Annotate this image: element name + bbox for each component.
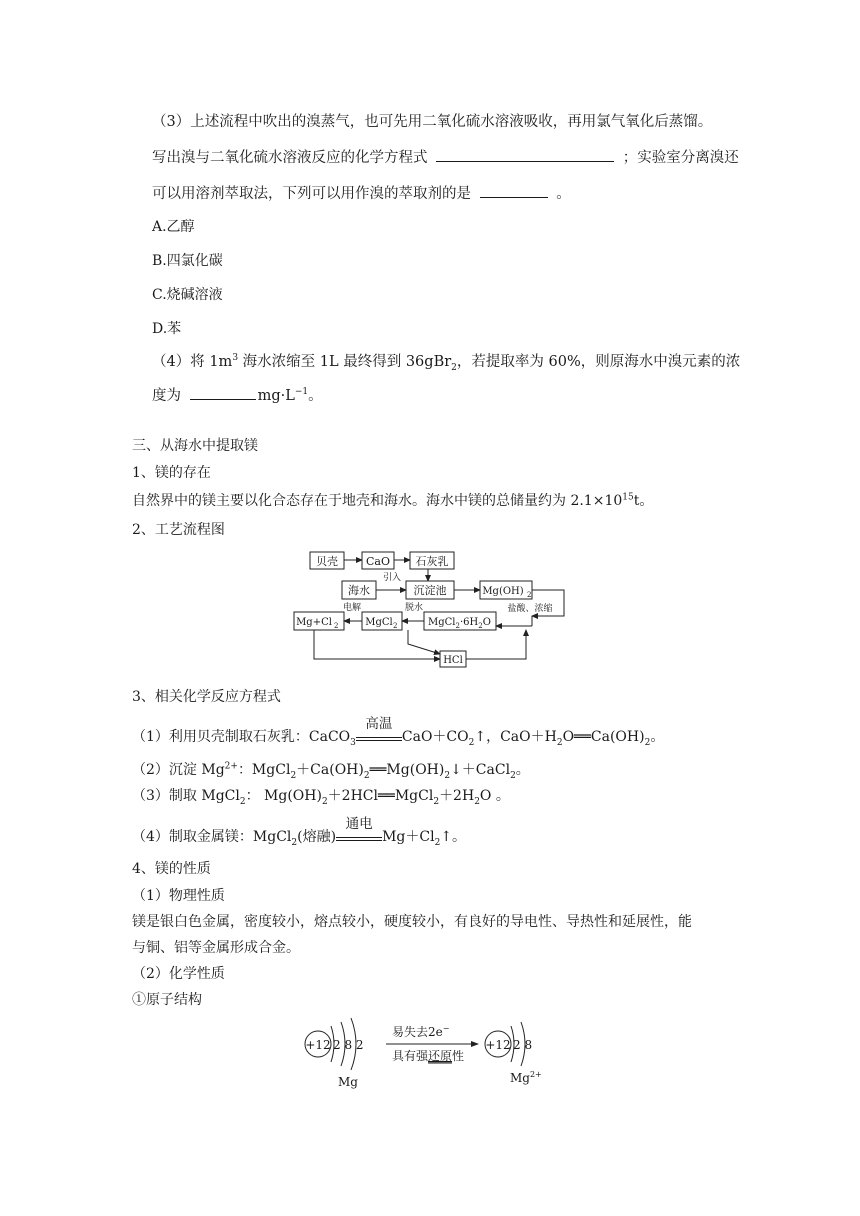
r3-sub2: 2 bbox=[321, 796, 328, 807]
reaction-4 bbox=[132, 816, 467, 848]
option-d: D.苯 bbox=[152, 321, 182, 337]
r2-text-c: ＋Ca(OH) bbox=[296, 762, 364, 778]
r2-text-b: ：MgCl bbox=[237, 762, 291, 778]
answer-blank-equation[interactable] bbox=[436, 147, 614, 162]
q3-line2-tail: ；实验室分离溴还 bbox=[622, 150, 739, 166]
r2-text-d: ══Mg(OH) bbox=[369, 762, 445, 778]
q3-line2 bbox=[152, 146, 739, 167]
magnesium-existence-text bbox=[132, 490, 653, 510]
label-cao: CaO bbox=[366, 555, 390, 568]
r1-text-c: ↑，CaO＋H bbox=[474, 729, 557, 745]
q3-line1: （3）上述流程中吹出的溴蒸气，也可先用二氧化硫水溶液吸收，再用氯气氧化后蒸馏。 bbox=[152, 114, 713, 130]
r4-cond-label: 通电 bbox=[345, 816, 373, 832]
q3-line3-text: 可以用溶剂萃取法，下列可以用作溴的萃取剂的是 bbox=[152, 186, 471, 202]
r4-sub2: 2 bbox=[434, 837, 441, 848]
line-hcl-to-step bbox=[466, 630, 526, 659]
label-mg-cl2-sub: 2 bbox=[334, 622, 339, 630]
chemical-properties-heading: （2）化学性质 bbox=[132, 966, 225, 982]
r3-text-c: ＋2HCl══MgCl bbox=[327, 788, 434, 804]
subheading-4: 4、镁的性质 bbox=[132, 861, 211, 877]
answer-blank-extractant[interactable] bbox=[480, 183, 548, 198]
r4-text-c: Mg＋Cl bbox=[382, 829, 435, 845]
r3-text-a: （3）制取 MgCl bbox=[132, 788, 240, 804]
existence-text-b: t。 bbox=[633, 493, 654, 509]
label-tuoshui: 脱水 bbox=[404, 603, 424, 613]
physical-properties-heading: （1）物理性质 bbox=[132, 888, 225, 904]
r1-sub4: 2 bbox=[644, 737, 651, 748]
reaction-2 bbox=[132, 759, 530, 779]
label-mgoh2-sub: 2 bbox=[527, 591, 532, 599]
label-mgcl2-sub: 2 bbox=[393, 622, 398, 630]
label-chendianchi: 沉淀池 bbox=[413, 584, 447, 597]
reaction-1 bbox=[132, 716, 665, 748]
r4-text-d: ↑。 bbox=[440, 829, 467, 845]
mg2-nucleus-label: +12 bbox=[485, 1038, 511, 1052]
r2-sub1: 2 bbox=[290, 770, 297, 781]
r2-sup: 2+ bbox=[224, 761, 238, 772]
r4-sub1: 2 bbox=[291, 837, 298, 848]
q4-l2-tail: 。 bbox=[308, 388, 323, 404]
q3-line3-tail: 。 bbox=[556, 186, 571, 202]
subheading-1: 1、镁的存在 bbox=[132, 465, 211, 481]
r4-text-a: （4）制取金属镁：MgCl bbox=[132, 829, 292, 845]
q3-line2-text: 写出溴与二氧化硫水溶液反应的化学方程式 bbox=[152, 150, 428, 166]
label-haishui: 海水 bbox=[348, 584, 370, 597]
r1-text-a: （1）利用贝壳制取石灰乳：CaCO bbox=[132, 729, 351, 745]
r3-sub1: 2 bbox=[239, 796, 246, 807]
r1-text-d: O══Ca(OH) bbox=[562, 729, 645, 745]
atomic-structure-heading: ①原子结构 bbox=[132, 992, 202, 1008]
r1-cond-label: 高温 bbox=[365, 716, 393, 732]
q4-unit: mg·L bbox=[257, 388, 295, 404]
label-shihuiru: 石灰乳 bbox=[415, 555, 449, 568]
line-dehydration-hcl bbox=[408, 630, 440, 654]
r1-sub1: 3 bbox=[350, 737, 356, 748]
mg2-label: $Mg^{2+}$ bbox=[510, 1070, 542, 1085]
line-cl2-to-hcl bbox=[314, 630, 440, 659]
label-mg-cl2: Mg+Cl bbox=[296, 617, 332, 628]
r1-condition bbox=[356, 716, 402, 741]
process-flow-diagram bbox=[290, 548, 580, 672]
r4-text-b: (熔融) bbox=[297, 829, 337, 845]
q4-sup: 3 bbox=[232, 353, 239, 364]
label-mgcl2-hydrate: $MgCl_2\cdot 6H_2O$ bbox=[428, 617, 491, 630]
q4-l2-text: 度为 bbox=[152, 388, 181, 404]
subheading-2: 2、工艺流程图 bbox=[132, 522, 225, 538]
label-mgoh2: Mg(OH) bbox=[482, 586, 524, 597]
q4-line1 bbox=[152, 350, 740, 371]
existence-sup: 15 bbox=[622, 492, 634, 503]
option-b: B.四氯化碳 bbox=[152, 253, 223, 269]
option-a: A.乙醇 bbox=[152, 219, 195, 235]
r3-text-b: ： Mg(OH) bbox=[245, 788, 322, 804]
physical-properties-line1: 镁是银白色金属，密度较小，熔点较小，硬度较小，有良好的导电性、导热性和延展性，能 bbox=[132, 914, 692, 930]
arrow-label-top: 易失去2e− bbox=[392, 1024, 450, 1039]
r1-text-b: CaO＋CO bbox=[401, 729, 469, 745]
r3-text-d: ＋2H bbox=[439, 788, 475, 804]
r2-text-f: 。 bbox=[515, 762, 530, 778]
r2-text-e: ↓＋CaCl bbox=[450, 762, 511, 778]
option-c: C.烧碱溶液 bbox=[152, 287, 223, 303]
r4-condition bbox=[336, 816, 382, 841]
q4-text-a: （4）将 1m bbox=[152, 354, 233, 370]
r1-sub2: 2 bbox=[468, 737, 475, 748]
label-dianjie: 电解 bbox=[342, 603, 362, 613]
answer-blank-concentration[interactable] bbox=[190, 385, 256, 400]
r1-sub3: 2 bbox=[556, 737, 563, 748]
mg-label: Mg bbox=[338, 1075, 358, 1089]
r2-sub4: 2 bbox=[510, 770, 516, 781]
q4-sub: 2 bbox=[451, 362, 457, 373]
q4-text-c: ，若提取率为 60%，则原海水中溴元素的浓 bbox=[456, 354, 741, 370]
q3-line3 bbox=[152, 182, 571, 203]
arrow-label-bottom: 具有强还原性 bbox=[392, 1049, 465, 1063]
atomic-structure-diagram bbox=[300, 1014, 550, 1094]
physical-properties-line2: 与铜、铝等金属形成合金。 bbox=[132, 940, 300, 956]
r3-text-e: O 。 bbox=[479, 788, 510, 804]
reaction-3 bbox=[132, 785, 510, 805]
label-mgcl2: MgCl bbox=[365, 617, 393, 628]
r1-text-e: 。 bbox=[650, 729, 665, 745]
r2-sub2: 2 bbox=[363, 770, 370, 781]
mg2-shell-electrons: 2 8 bbox=[513, 1038, 533, 1052]
q4-unit-sup: −1 bbox=[294, 387, 309, 398]
mg-nucleus-label: +12 bbox=[305, 1038, 331, 1052]
section-heading: 三、从海水中提取镁 bbox=[132, 438, 258, 454]
r2-sub3: 2 bbox=[444, 770, 451, 781]
r2-text-a: （2）沉淀 Mg bbox=[132, 762, 225, 778]
label-yansuan: 盐酸、浓缩 bbox=[507, 604, 553, 614]
label-hcl: HCl bbox=[443, 655, 463, 666]
label-beike: 贝壳 bbox=[316, 555, 338, 568]
r3-sub4: 2 bbox=[474, 796, 480, 807]
mg-shell-electrons: 2 8 2 bbox=[333, 1038, 364, 1052]
q4-text-b: 海水浓缩至 1L 最终得到 36gBr bbox=[238, 354, 452, 370]
subheading-3: 3、相关化学反应方程式 bbox=[132, 689, 281, 705]
r3-sub3: 2 bbox=[433, 796, 440, 807]
existence-text-a: 自然界中的镁主要以化合态存在于地壳和海水。海水中镁的总储量约为 2.1×10 bbox=[132, 493, 623, 509]
q4-line2 bbox=[152, 384, 323, 405]
label-yinru: 引入 bbox=[382, 573, 402, 583]
